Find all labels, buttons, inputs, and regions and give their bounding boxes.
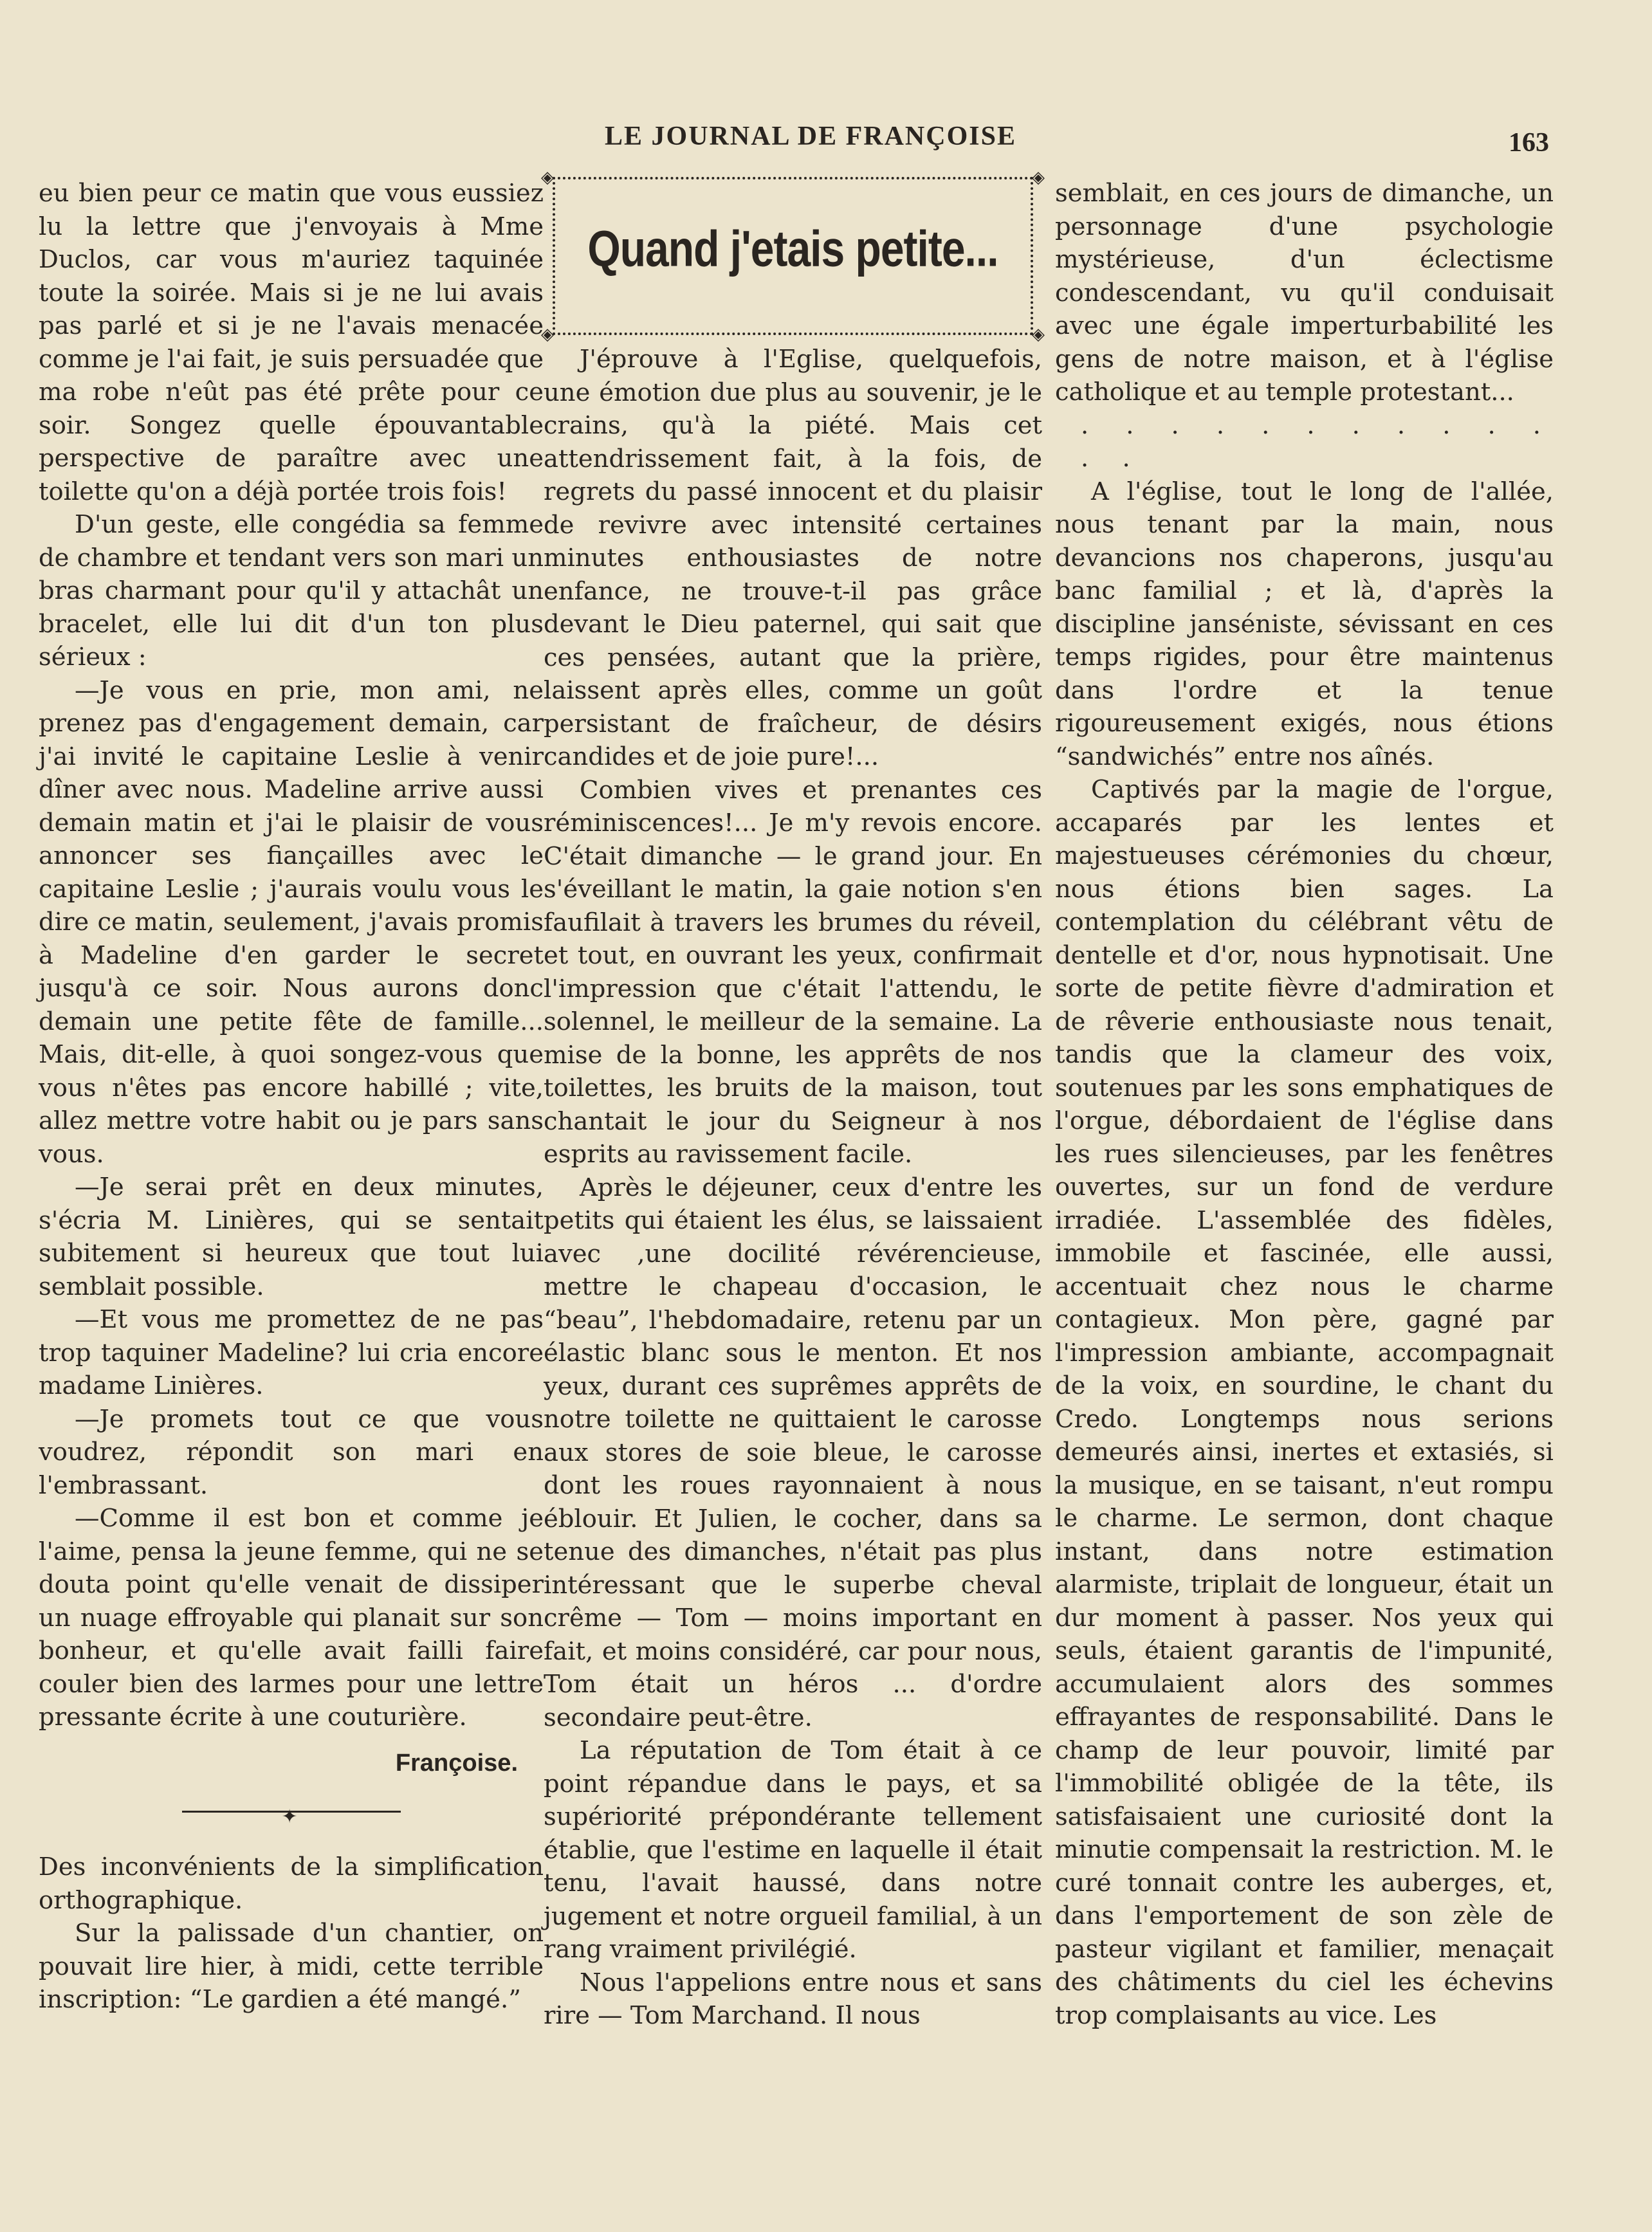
column-left bbox=[39, 177, 544, 2209]
author-signature: Françoise. bbox=[395, 1749, 518, 1777]
paragraph: D'un geste, elle congédia sa femme de chambre et tendant vers son mari un bras charmant pour qu'il y attachât un bracelet, elle lui dit d'un ton plus sérieux : bbox=[39, 510, 544, 672]
paragraph: La réputation de Tom était à ce point répandue dans le pays, et sa supériorité prépondérante tellement établie, que l'estime en laquelle il était tenu, l'avait haussé, dans notre jugement et notre orgueil familial, à un rang vraiment privilégié. bbox=[544, 1736, 1042, 1964]
paragraph: A l'église, tout le long de l'allée, nous tenant par la main, nous devancions nos chaperons, jusqu'au banc familial ; et là, d'après la discipline janséniste, sévissant en ces temps rigides, pour être maintenus dans l'ordre et la tenue rigoureusement exigés, nous étions “sandwichés” entre nos aînés. bbox=[1055, 477, 1554, 771]
paragraph: Captivés par la magie de l'orgue, accaparés par les lentes et majestueuses cérémonies du chœur, nous étions bien sages. La contemplation du célébrant vêtu de dentelle et d'or, nous hypnotisait. Une sorte de petite fièvre d'admiration et de rêverie enthousiaste nous tenait, tandis que la clameur des voix, soutenues par les sons emphatiques de l'orgue, débordaient de l'église dans les rues silencieuses, par les fenêtres ouvertes, sur un fond de verdure irradiée. L'assemblée des fidèles, immobile et fascinée, elle aussi, accentuait chez nous le charme contagieux. Mon père, gagné par l'impression ambiante, accompagnait de la voix, en sourdine, le chant du Credo. Longtemps nous serions demeurés ainsi, inertes et extasiés, si la musique, en se taisant, n'eut rompu le charme. Le sermon, dont chaque instant, dans notre estimation alarmiste, triplait de longueur, était un dur moment à passer. Nos yeux qui seuls, étaient garantis de l'impunité, accumulaient alors des sommes effrayantes de responsabilité. Dans le champ de leur pouvoir, limité par l'immobilité obligée de la tête, ils satisfaisaient une curiosité dont la minutie compensait la restriction. M. le curé tonnait contre les auberges, et, dans l'emportement de son zèle de pasteur vigilant et familier, menaçait des châtiments du ciel les échevins trop complaisants au vice. Les bbox=[1055, 775, 1554, 2030]
paragraph: —Comme il est bon et comme je l'aime, pensa la jeune femme, qui ne se douta point qu'elle venait de dissiper un nuage effroyable qui planait sur son bonheur, et qu'elle avait failli faire couler bien des larmes pour une lettre pressante écrite à une couturière. bbox=[39, 1504, 544, 1732]
column-right bbox=[1055, 177, 1554, 2209]
paragraph: Sur la palissade d'un chantier, on pouvait lire hier, à midi, cette terrible inscription: “Le gardien a été mangé.” bbox=[39, 1919, 544, 2014]
corner-ornament-icon: ◈ bbox=[541, 168, 554, 187]
paragraph: —Je vous en prie, mon ami, ne prenez pas d'engagement demain, car j'ai invité le capitaine Leslie à venir dîner avec nous. Madeline arrive aussi demain matin et j'ai le plaisir de vous annoncer ses fiançailles avec le capitaine Leslie ; j'aurais voulu vous le dire ce matin, seulement, j'avais promis à Madeline d'en garder le secret jusqu'à ce soir. Nous aurons donc demain une petite fête de famille... Mais, dit-elle, à quoi songez-vous que vous n'êtes pas encore habillé ; vite, allez mettre votre habit ou je pars sans vous. bbox=[39, 675, 544, 1169]
paragraph: Combien vives et prenantes ces réminiscences!... Je m'y revois encore. C'était dimanche — le grand jour. En s'éveillant le matin, la gaie notion s'en faufilait à travers les brumes du réveil, et tout, en ouvrant les yeux, confirmait l'impression que c'était l'attendu, le solennel, le meilleur de la semaine. La mise de la bonne, les apprêts de nos toilettes, les bruits de la maison, tout chantait le jour du Seigneur à nos esprits au ravissement facile. bbox=[544, 775, 1042, 1169]
paragraph: Nous l'appelions entre nous et sans rire — Tom Marchand. Il nous bbox=[544, 1968, 1042, 2030]
paragraph: J'éprouve à l'Eglise, quelquefois, une émotion due plus au souvenir, je le crains, qu'à la piété. Mais cet attendrissement fait, à la fois, de regrets du passé innocent et du plaisir de revivre avec intensité certaines minutes enthousiastes de notre enfance, ne trouve-t-il pas grâce devant le Dieu paternel, qui sait que ces pensées, autant que la prière, laissent après elles, comme un goût persistant de fraîcheur, de désirs candides et de joie pure!... bbox=[544, 345, 1042, 771]
article-title: Quand j'etais petite... bbox=[587, 219, 998, 277]
section-divider bbox=[182, 1799, 401, 1828]
ellipsis-line: . . . . . . . . . . . . . bbox=[1081, 410, 1554, 473]
brief-heading: Des inconvénients de la simplification orthographique. bbox=[39, 1852, 544, 1915]
paragraph: eu bien peur ce matin que vous eussiez lu la lettre que j'envoyais à Mme Duclos, car vous m'auriez taquinée toute la soirée. Mais si je ne lui avais pas parlé et si je ne l'avais menacée comme je l'ai fait, je suis persuadée que ma robe n'eût pas été prête pour ce soir. Songez quelle épouvantable perspective de paraître avec une toilette qu'on a déjà portée trois fois! bbox=[39, 179, 544, 506]
divider-ornament-icon: ✦ bbox=[281, 1806, 298, 1828]
paragraph: Après le déjeuner, ceux d'entre les petits qui étaient les élus, se laissaient avec ,une docilité révérencieuse, mettre le chapeau d'occasion, le “beau”, l'hebdomadaire, retenu par un élastic blanc sous le menton. Et nos yeux, durant ces suprêmes apprêts de notre toilette ne quittaient le carosse aux stores de soie bleue, le carosse dont les roues rayonnaient à nous éblouir. Et Julien, le cocher, dans sa tenue des dimanches, n'était pas plus intéressant que le superbe cheval crême — Tom — moins important en fait, et moins considéré, car pour nous, Tom était un héros ... d'ordre secondaire peut-être. bbox=[544, 1173, 1042, 1732]
corner-ornament-icon: ◈ bbox=[1032, 325, 1045, 344]
page-number: 163 bbox=[1509, 128, 1549, 158]
running-header: LE JOURNAL DE FRANÇOISE bbox=[605, 122, 1016, 151]
paragraph: semblait, en ces jours de dimanche, un personnage d'une psychologie mystérieuse, d'un éclectisme condescendant, vu qu'il conduisait avec une égale imperturbabilité les gens de notre maison, et à l'église catholique et au temple protestant... bbox=[1055, 179, 1554, 407]
corner-ornament-icon: ◈ bbox=[541, 325, 554, 344]
paragraph: —Je serai prêt en deux minutes, s'écria M. Linières, qui se sentait subitement si heureux que tout lui semblait possible. bbox=[39, 1173, 544, 1301]
paragraph: —Et vous me promettez de ne pas trop taquiner Madeline? lui cria encore madame Linières. bbox=[39, 1305, 544, 1400]
column-middle bbox=[541, 168, 1045, 2209]
paragraph: —Je promets tout ce que vous voudrez, répondit son mari en l'embrassant. bbox=[39, 1404, 544, 1500]
corner-ornament-icon: ◈ bbox=[1032, 168, 1045, 187]
article-title-box bbox=[541, 168, 1045, 344]
